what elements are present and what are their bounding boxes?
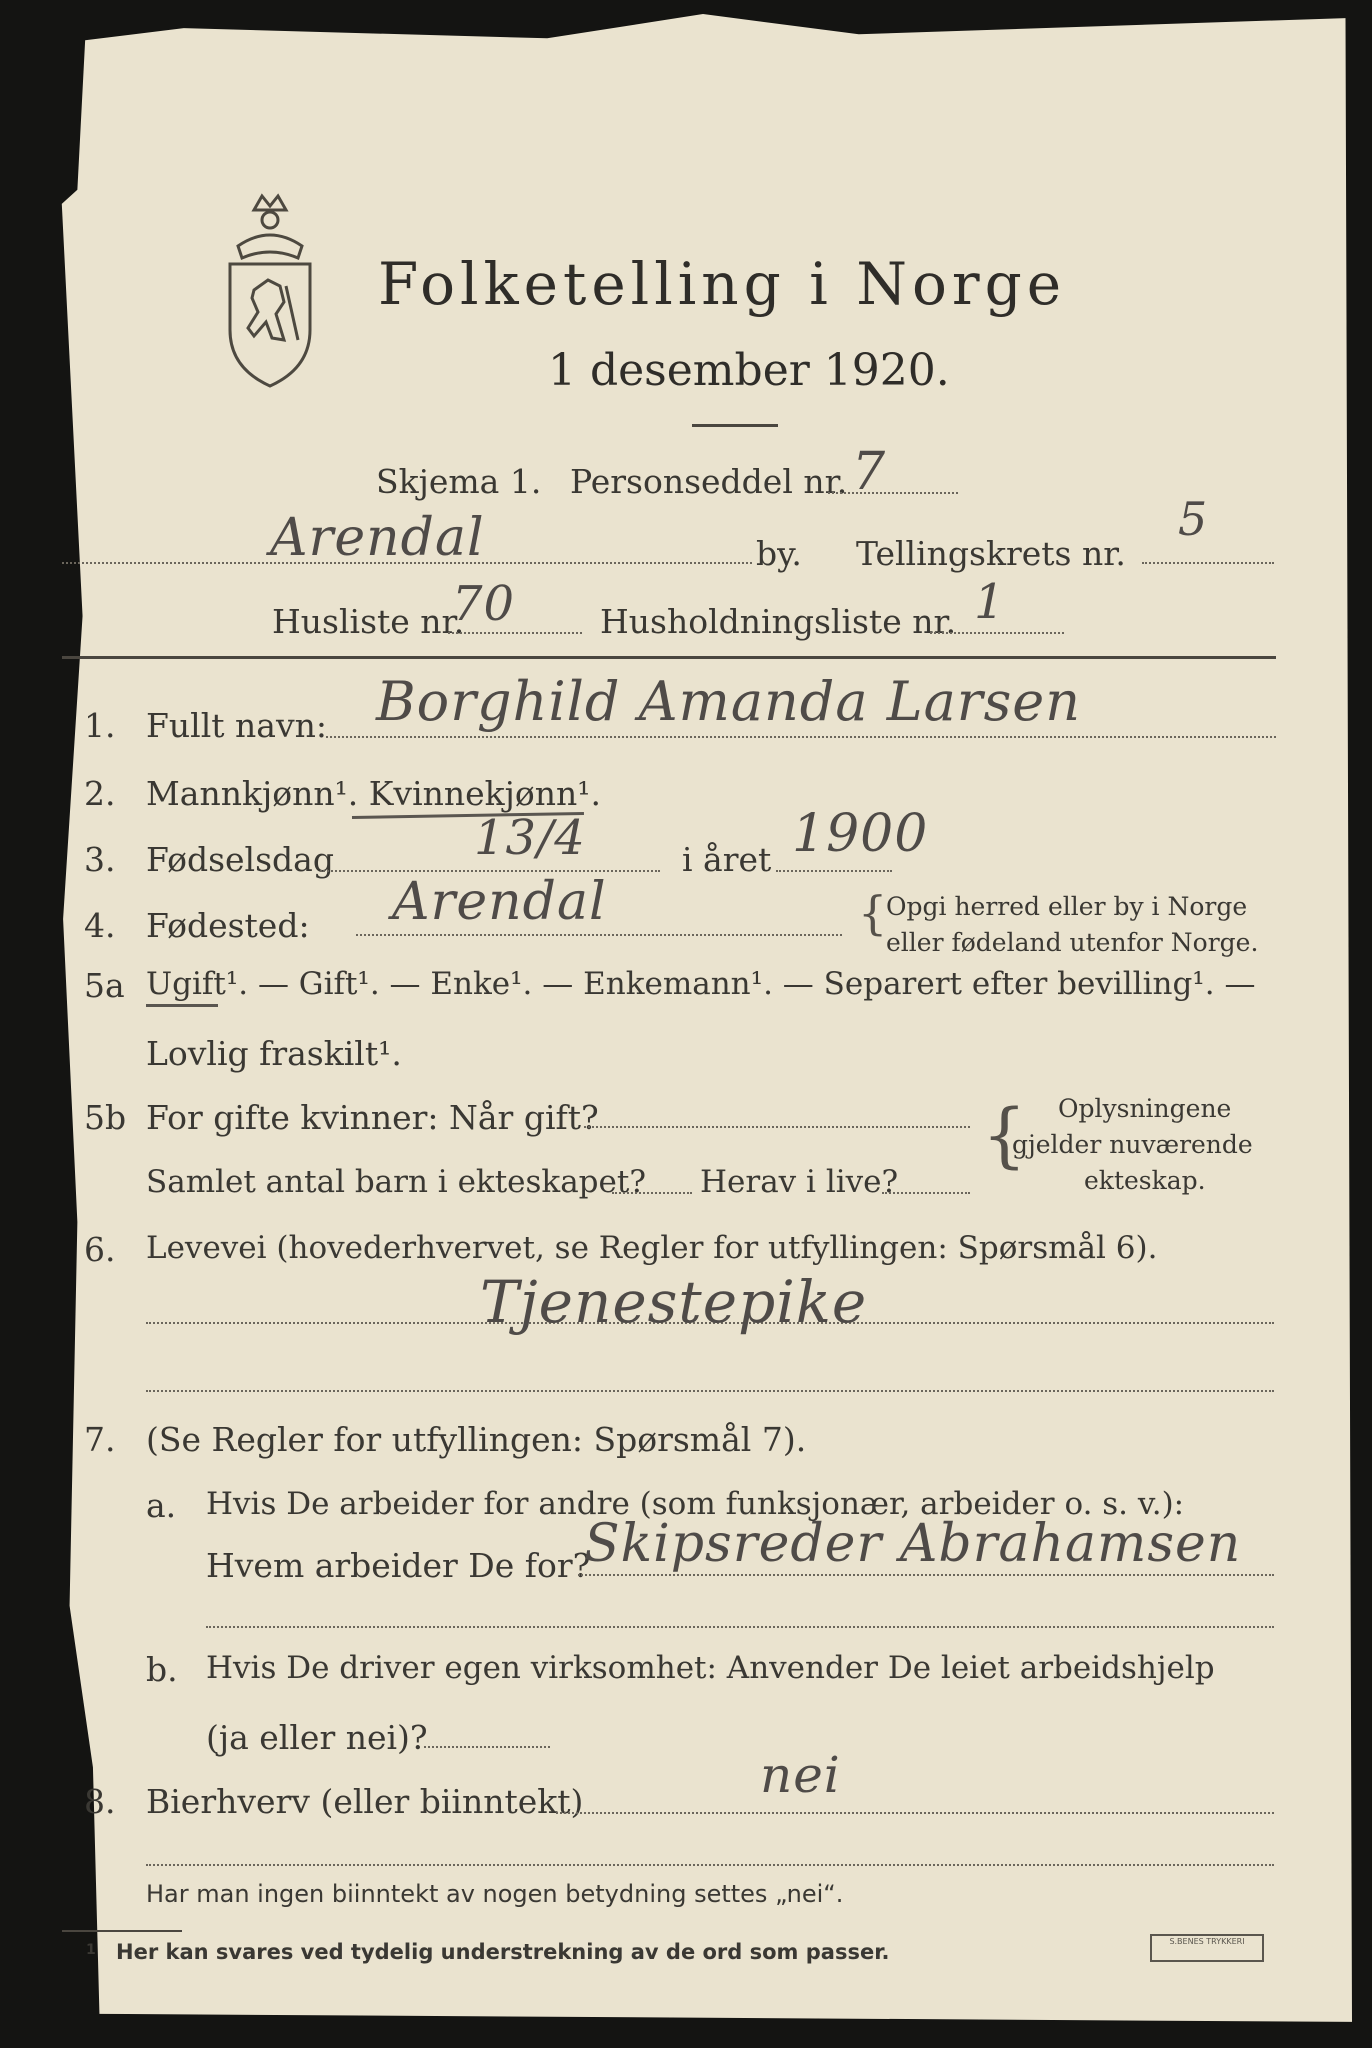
children-alive-line [882, 1192, 970, 1194]
footnote-divider [62, 1930, 182, 1932]
q2-number: 2. [84, 774, 116, 813]
side-income-label: Bierhverv (eller biinntekt) [146, 1782, 584, 1821]
birthday-value: 13/4 [474, 810, 586, 866]
children-alive-label: Herav i live? [700, 1164, 899, 1200]
side-income-line2 [146, 1864, 1274, 1866]
q8-number: 8. [84, 1782, 116, 1821]
by-label: by. [756, 534, 802, 573]
children-count-label: Samlet antal barn i ekteskapet? [146, 1164, 646, 1200]
tellingskrets-value: 5 [1178, 492, 1209, 546]
q1-label: Fullt navn: [146, 706, 327, 745]
birthplace-line [356, 934, 842, 936]
q5b-note-line2: gjelder nuværende [1012, 1130, 1253, 1159]
q7b-letter: b. [146, 1650, 178, 1689]
q5b-note-line1: Oplysningene [1058, 1094, 1232, 1123]
q1-line [326, 736, 1276, 738]
husliste-label: Husliste nr. [272, 602, 465, 641]
q5a-number: 5a [84, 966, 125, 1005]
q7a-line1: Hvis De arbeider for andre (som funksjonær, arbeider o. s. v.): [206, 1486, 1185, 1522]
title-divider [692, 424, 778, 427]
marital-status-options: Ugift¹. — Gift¹. — Enke¹. — Enkemann¹. — Separert efter bevilling¹. — [146, 966, 1256, 1002]
q4-note-brace: { [858, 886, 888, 940]
q4-note-line2: eller fødeland utenfor Norge. [886, 928, 1259, 957]
side-income-line [556, 1812, 1274, 1814]
year-label: i året [682, 840, 772, 879]
footnote-text: Her kan svares ved tydelig understrekning av de ord som passer. [116, 1940, 890, 1964]
header-divider [62, 656, 1276, 659]
q3-label: Fødselsdag [146, 840, 334, 879]
hired-help-line [424, 1746, 550, 1748]
city-value: Arendal [270, 508, 485, 568]
tellingskrets-label: Tellingskrets nr. [856, 534, 1126, 573]
q5b-note-line3: ekteskap. [1084, 1166, 1206, 1195]
q7b-line2: (ja eller nei)? [206, 1718, 428, 1757]
q3-number: 3. [84, 840, 116, 879]
full-name-value: Borghild Amanda Larsen [376, 670, 1082, 733]
q4-number: 4. [84, 906, 116, 945]
occupation-value: Tjenestepike [480, 1268, 868, 1336]
occupation-line2 [146, 1390, 1274, 1392]
skjema-label: Skjema 1. [376, 462, 542, 501]
q4-label: Fødested: [146, 906, 310, 945]
employer-value: Skipsreder Abrahamsen [584, 1514, 1242, 1574]
nei-instruction: Har man ingen biinntekt av nogen betydning settes „nei“. [146, 1880, 844, 1908]
birth-year-line [776, 870, 892, 872]
q4-note-line1: Opgi herred eller by i Norge [886, 892, 1248, 921]
side-income-value: nei [760, 1746, 841, 1804]
husholdningsliste-value: 1 [974, 574, 1006, 630]
husliste-line [448, 632, 582, 634]
q5b-note-brace: { [982, 1094, 1027, 1176]
personseddel-label: Personseddel nr. [570, 462, 848, 501]
q5b-number: 5b [84, 1098, 127, 1137]
birth-year-value: 1900 [792, 804, 929, 864]
q7b-line1: Hvis De driver egen virksomhet: Anvender De leiet arbeidshjelp [206, 1650, 1215, 1686]
married-when-label: For gifte kvinner: Når gift? [146, 1098, 599, 1137]
married-when-line [584, 1126, 970, 1128]
marital-status-line2: Lovlig fraskilt¹. [146, 1034, 402, 1073]
q7a-letter: a. [146, 1486, 177, 1525]
footnote-mark: 1 [86, 1942, 96, 1958]
q7-number: 7. [84, 1420, 116, 1459]
q7a-line2: Hvem arbeider De for? [206, 1546, 591, 1585]
q7-label: (Se Regler for utfyllingen: Spørsmål 7). [146, 1420, 807, 1459]
husholdningsliste-line [930, 632, 1064, 634]
personseddel-line [828, 492, 958, 494]
norwegian-coat-of-arms-icon [214, 190, 326, 390]
ugift-underline [146, 1004, 218, 1007]
gender-options: Mannkjønn¹. Kvinnekjønn¹. [146, 774, 601, 813]
tellingskrets-line [1142, 562, 1274, 564]
husholdningsliste-label: Husholdningsliste nr. [600, 602, 957, 641]
q1-number: 1. [84, 706, 116, 745]
census-date: 1 desember 1920. [548, 345, 950, 396]
birthplace-value: Arendal [392, 872, 607, 932]
children-count-line [612, 1192, 692, 1194]
employer-line2 [206, 1626, 1274, 1628]
employer-line [578, 1574, 1274, 1576]
personseddel-value: 7 [852, 442, 887, 502]
q6-number: 6. [84, 1230, 116, 1269]
form-title: Folketelling i Norge [378, 250, 1067, 318]
occupation-label: Levevei (hovederhvervet, se Regler for utfyllingen: Spørsmål 6). [146, 1230, 1158, 1266]
printer-stamp: S.BENES TRYKKERI [1150, 1934, 1264, 1962]
husliste-value: 70 [452, 576, 516, 632]
